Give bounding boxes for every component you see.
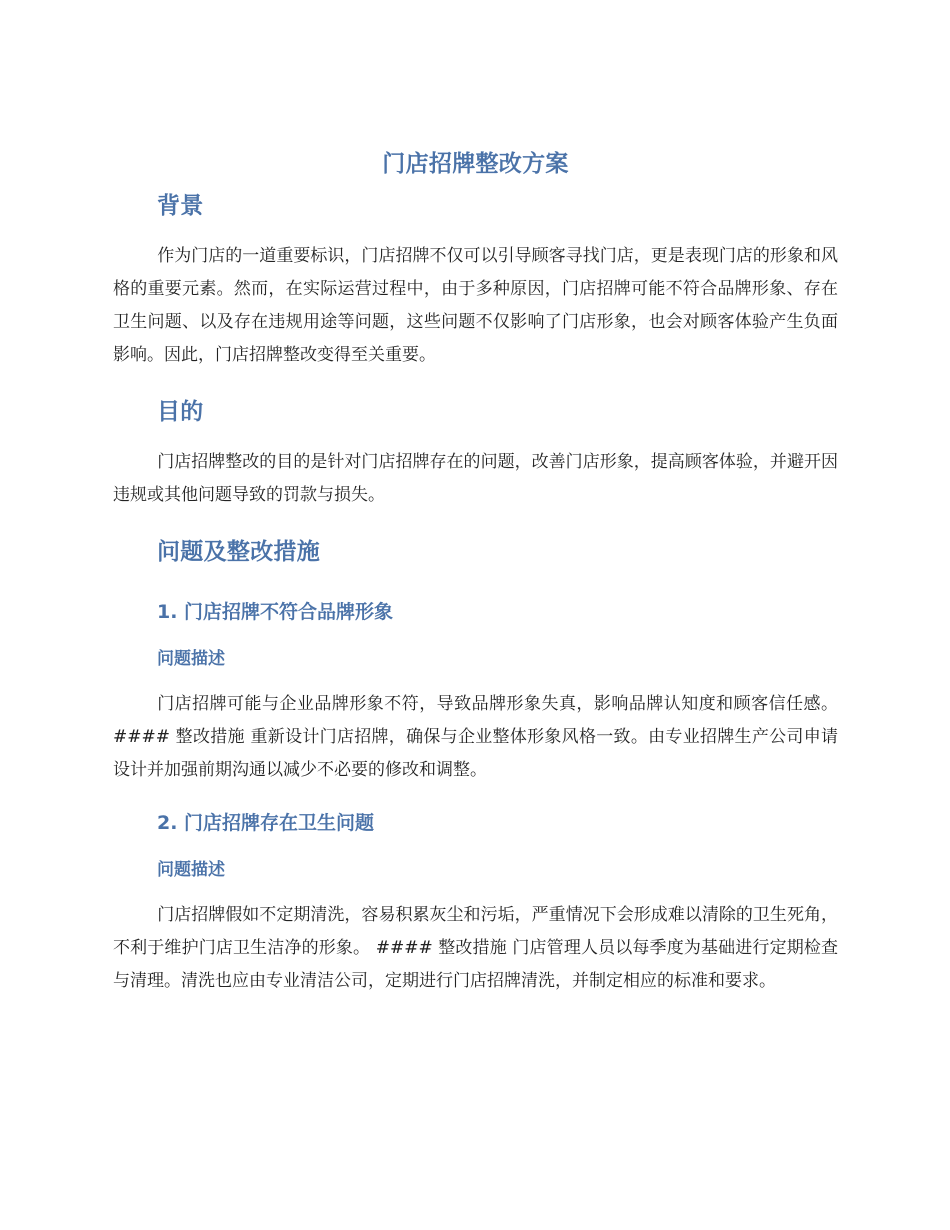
purpose-paragraph: 门店招牌整改的目的是针对门店招牌存在的问题，改善门店形象，提高顾客体验，并避开因违规或其他问题导致的罚款与损失。 (113, 452, 838, 505)
section-heading-issues: 问题及整改措施 (157, 539, 321, 565)
issue-subheading-hygiene: 问题描述 (157, 860, 225, 880)
document-body (113, 144, 838, 998)
page-title: 门店招牌整改方案 (382, 151, 569, 177)
issue-paragraph-hygiene: 门店招牌假如不定期清洗，容易积累灰尘和污垢，严重情况下会形成难以清除的卫生死角，不利于维护门店卫生洁净的形象。 #### 整改措施 门店管理人员以每季度为基础进行定期检查与清理。清洗也应由专业清洁公司，定期进行门店招牌清洗，并制定相应的标准和要求。 (113, 905, 838, 991)
section-heading-background: 背景 (157, 193, 204, 219)
issue-subheading-brand-image: 问题描述 (157, 649, 225, 669)
section-heading-purpose: 目的 (157, 399, 204, 425)
issue-heading-hygiene: 2. 门店招牌存在卫生问题 (157, 812, 375, 834)
issue-heading-brand-image: 1. 门店招牌不符合品牌形象 (157, 601, 394, 623)
background-paragraph: 作为门店的一道重要标识，门店招牌不仅可以引导顾客寻找门店，更是表现门店的形象和风格的重要元素。然而，在实际运营过程中，由于多种原因，门店招牌可能不符合品牌形象、存在卫生问题、以及存在违规用途等问题，这些问题不仅影响了门店形象，也会对顾客体验产生负面影响。因此，门店招牌整改变得至关重要。 (113, 246, 838, 365)
issue-paragraph-brand-image: 门店招牌可能与企业品牌形象不符，导致品牌形象失真，影响品牌认知度和顾客信任感。 #### 整改措施 重新设计门店招牌，确保与企业整体形象风格一致。由专业招牌生产公司申请设计并加强前期沟通以减少不必要的修改和调整。 (113, 694, 838, 780)
